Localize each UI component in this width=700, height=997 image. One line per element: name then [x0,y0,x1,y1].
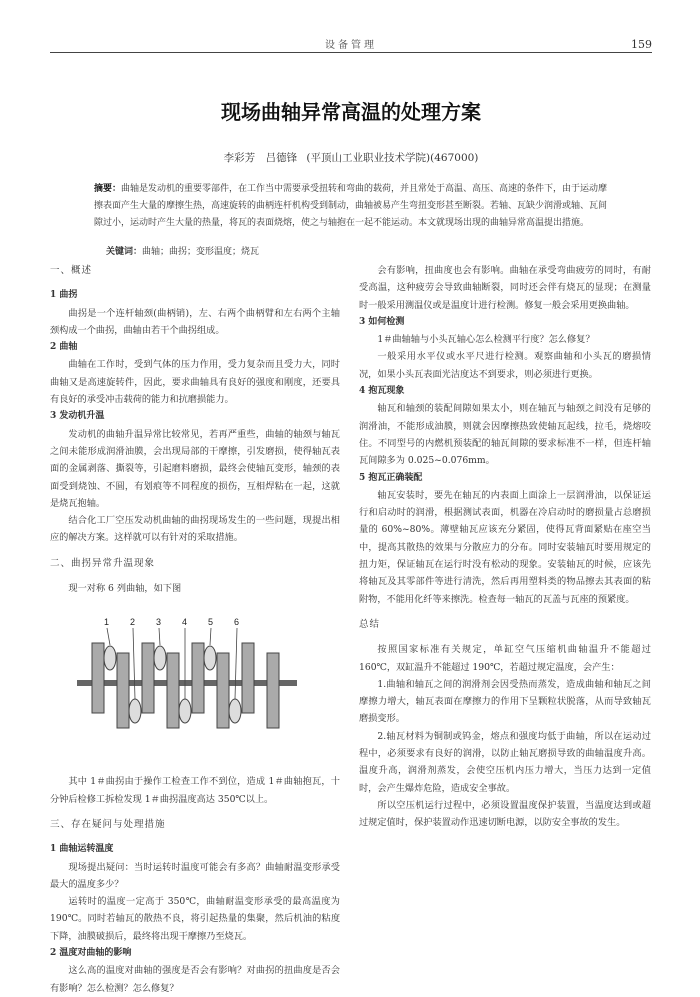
paragraph: 现一对称 6 列曲轴，如下图 [68,583,182,595]
paragraph: 2.轴瓦材料为铜制或钨金，熔点和强度均低于曲轴，所以在运动过程中，必须要求有良好的润滑，以防止轴瓦磨损导致的曲轴温度升高。温度升高，润滑剂蒸发，会使空压机内压力增大，当压力达到一定值时，会产生爆炸危险，造成安全事故。 [359,730,651,794]
right-column [359,262,651,832]
paragraph: 会有影响，扭曲度也会有影响。曲轴在承受弯曲疲劳的同时，有耐受高温，这种疲劳会导致曲轴断裂，同时还会伴有烧瓦的显现；在测量时一般采用测温仪或是温度计进行检测。修复一般会采用更换曲轴。 [359,265,651,311]
article-authors: 李彩芳 吕德锋 (平顶山工业职业技术学院)(467000) [223,152,479,164]
paragraph: 一般采用水平仪或水平尺进行检测。观察曲轴和小头瓦的磨损情况，如果小头瓦表面光洁度达不到要求，则必须进行更换。 [359,351,651,380]
paragraph: 结合化工厂空压发动机曲轴的曲拐现场发生的一些问题，现提出相应的解决方案。这样就可以有针对的采取措施。 [50,515,340,544]
paragraph: 轴瓦安装时，要先在轴瓦的内表面上面涂上一层润滑油，以保证运行和启动时的润滑，根据测试表面，机器在冷启动时的磨损量占总磨损量的 60%~80%。薄壁轴瓦应该充分紧固，使得瓦背面紧贴在座空当中，提高其散热的效果与分散应力的分布。同时安装轴瓦时要用规定的扭力矩，保证轴瓦在运行时没有松动的现象。安装轴瓦的时候，应该先将轴瓦及其零部件等进行清洗，然后再用塑料类的物品擦去其表面的粘附物，不能用化纤等来擦洗。检查每一轴瓦的瓦盖与瓦座的预紧度。 [359,489,651,605]
article-title: 现场曲轴异常高温的处理方案 [221,100,481,124]
subheading-temperature: 1 曲轴运转温度 [50,844,114,855]
paragraph: 发动机的曲轴升温异常比较常见，若再严重些，曲轴的轴颈与轴瓦之间未能形成润滑油膜，会出现局部的干摩擦，引发磨损，使得轴瓦表面的金属剥落、撕裂等，引起磨料磨损，最终会使轴瓦变形，轴颈的表面受到烧蚀、不圆，有划痕等不同程度的损伤，互相焊粘在一起，这就是烧瓦抱轴。 [50,428,340,509]
abstract [94,181,608,232]
page-header [50,30,652,53]
crankshaft-figure [72,603,302,763]
subheading-temperature-effect: 2 温度对曲轴的影响 [50,948,132,959]
paragraph: 其中 1＃曲拐由于操作工检查工作不到位，造成 1＃曲轴抱瓦，十分钟后检修工拆检发现 1＃曲拐温度高达 350℃以上。 [50,776,340,805]
left-column [50,262,340,997]
section-heading-overview: 一、概述 [50,265,93,276]
subheading-seizure: 4 抱瓦现象 [359,386,405,397]
subheading-detection: 3 如何检测 [359,316,405,327]
paragraph: 所以空压机运行过程中，必须设置温度保护装置，当温度达到或超过规定值时，保护装置动作迅速切断电源，以防安全事故的发生。 [359,799,651,829]
section-heading-measures: 三、存在疑问与处理措施 [50,818,166,830]
paragraph: 现场提出疑问：当时运转时温度可能会有多高？曲轴耐温变形承受最大的温度多少？ [50,861,340,890]
paragraph: 按照国家标准有关规定，单缸空气压缩机曲轴温升不能超过 160℃，双缸温升不能超过 190℃，若超过规定温度，会产生： [359,644,651,673]
subheading-crank: 1 曲拐 [50,290,78,301]
paragraph: 轴瓦和轴颈的装配间隙如果太小，则在轴瓦与轴颈之间没有足够的润滑油，不能形成油膜，则就会因摩擦热致使轴瓦起线，拉毛，烧熔咬住。不同型号的内燃机预装配的轴瓦间隙的要求标准不一样，但连杆轴瓦间隙多为 0.025~0.076mm。 [359,403,651,467]
crank-label-6: 6 [234,617,240,628]
crank-label-3: 3 [156,617,162,628]
keywords-text: 曲轴；曲拐；变形温度；烧瓦 [142,247,260,257]
crank-label-5: 5 [208,617,214,628]
paragraph: 曲拐是一个连杆轴颈(曲柄销)，左、右两个曲柄臂和左右两个主轴颈构成一个曲拐，曲轴由若干个曲拐组成。 [50,307,340,336]
subheading-assembly: 5 抱瓦正确装配 [359,472,423,483]
page-number: 159 [631,38,652,51]
abstract-label: 摘要： [94,184,122,194]
paragraph: 1.曲轴和轴瓦之间的润滑剂会因受热而蒸发，造成曲轴和轴瓦之间摩擦力增大，轴瓦表面在摩擦力的作用下呈颗粒状脱落，从而导致轴瓦磨损变形。 [359,678,651,725]
paragraph: 这么高的温度对曲轴的强度是否会有影响？对曲拐的扭曲度是否会有影响？怎么检测？怎么修复？ [50,965,340,994]
crankshaft-drawing [72,603,302,763]
crank-label-2: 2 [130,617,136,628]
journal-section-title: 设备管理 [325,40,377,51]
subheading-engine-heating: 3 发动机升温 [50,411,105,422]
crank-label-1: 1 [104,617,110,628]
paragraph: 运转时的温度一定高于 350℃，曲轴耐温变形承受的最高温度为 190℃。同时若轴瓦的散热不良，将引起热量的集聚，然后机油的粘度下降，油膜破损后，最终将出现干摩擦乃至烧瓦。 [50,896,340,942]
paragraph: 曲轴在工作时，受到气体的压力作用，受力复杂而且受力大，同时曲轴又是高速旋转件，因此，要求曲轴具有良好的强度和刚度，还要具有良好的承受冲击载荷的能力和抗磨损能力。 [50,359,340,406]
section-heading-summary: 总结 [359,618,381,630]
keywords [106,244,608,257]
subheading-crankshaft: 2 曲轴 [50,342,78,353]
keywords-label: 关键词： [106,247,143,257]
section-heading-phenomenon: 二、曲拐异常升温现象 [50,557,156,569]
abstract-text: 曲轴是发动机的重要零部件，在工作当中需要承受扭转和弯曲的载荷，并且常处于高温、高压、高速的条件下，由于运动摩擦表面产生大量的摩擦生热，高速旋转的曲柄连杆机构受到制动，曲轴被易产生弯扭变形甚至断裂。若轴、瓦缺少润滑或轴、瓦间隙过小，运动时产生大量的热量，将瓦的表面烧熔，使之与轴抱在一起不能运动。本文就现场出现的曲轴异常高温提出措施。 [94,184,608,228]
paragraph: 1＃曲轴轴与小头瓦轴心怎么检测平行度？怎么修复？ [377,334,595,346]
crank-label-4: 4 [182,617,188,628]
